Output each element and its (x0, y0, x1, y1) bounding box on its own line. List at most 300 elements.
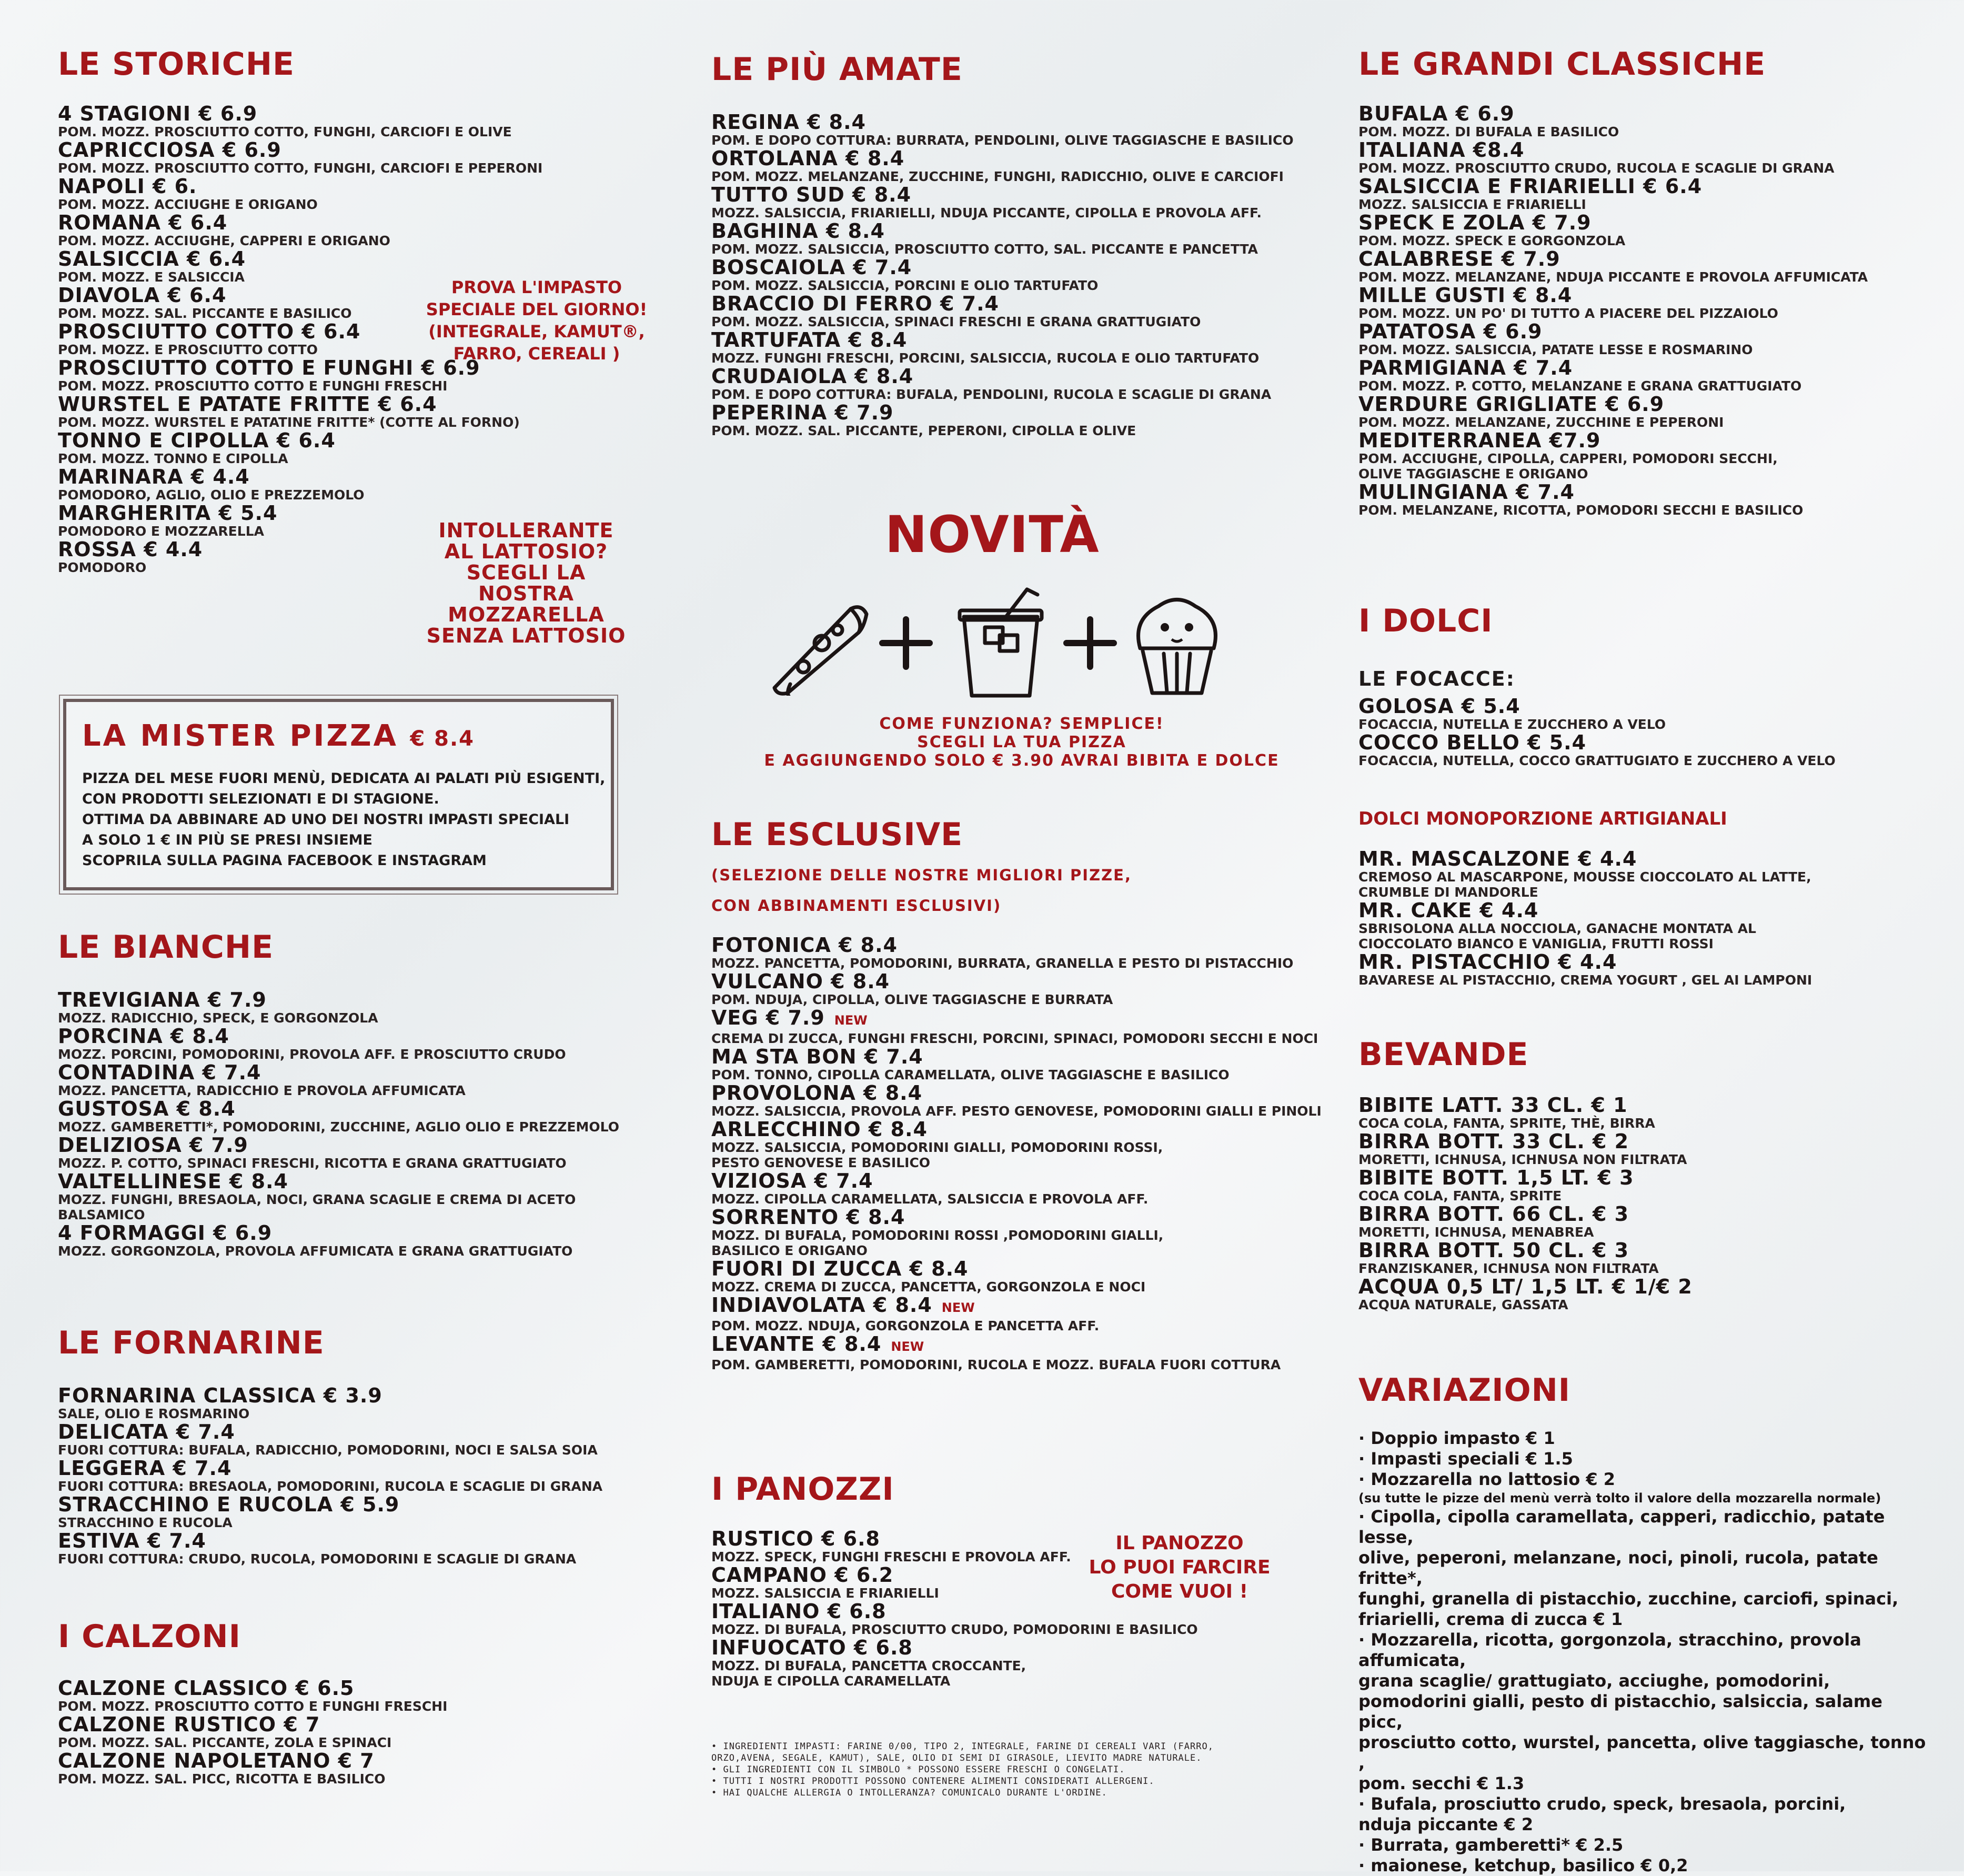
section-title-fornarine: LE FORNARINE (58, 1325, 325, 1361)
menu-item-description: POM. TONNO, CIPOLLA CARAMELLATA, OLIVE TAGGIASCHE E BASILICO (711, 1067, 1230, 1082)
menu-item-name: CRUDAIOLA € 8.4 (711, 365, 914, 388)
menu-item (711, 935, 1322, 971)
section-title-variazioni: VARIAZIONI (1358, 1372, 1571, 1409)
menu-item (1358, 1203, 1693, 1240)
mister-pizza-title: LA MISTER PIZZA (82, 719, 398, 753)
menu-item-name-row (711, 1601, 1198, 1622)
ingredients-fineprint: • INGREDIENTI IMPASTI: FARINE 0/00, TIPO 2, INTEGRALE, FARINE DI CEREALI VARI (FARRO, ORZO,AVENA, SEGALE, KAMUT), SALE, OLIO DI SEMI DI GIRASOLE, LIEVITO MADRE NATURALE. • GLI INGREDIENTI CON IL SIMBOLO * POSSONO ESSERE FRESCHI O CONGELATI. • TUTTI I NOSTRI PRODOTTI POSSONO CONTENERE ALIMENTI CONSIDERATI ALLERGENI. • HAI QUALCHE ALLERGIA O INTOLLERANZA? COMUNICALO DURANTE L'ORDINE. (711, 1741, 1214, 1798)
panozzo-note: IL PANOZZO LO PUOI FARCIRE COME VUOI ! (1089, 1532, 1271, 1602)
menu-item (1358, 481, 1868, 518)
menu-item (711, 112, 1294, 148)
menu-item-name-row (1358, 1240, 1693, 1261)
bevande-list (1358, 1095, 1693, 1312)
menu-item (58, 176, 542, 212)
menu-item-name: BIRRA BOTT. 33 CL. € 2 (1358, 1130, 1629, 1153)
menu-item-name-row (58, 394, 542, 415)
menu-item-name-row (1358, 285, 1868, 306)
menu-item (58, 1494, 602, 1530)
novita-text: COME FUNZIONA? SEMPLICE! SCEGLI LA TUA PIZZA E AGGIUNGENDO SOLO € 3.90 AVRAI BIBITA E DOLCE (764, 715, 1280, 770)
menu-item-description: CREMOSO AL MASCARPONE, MOUSSE CIOCCOLATO AL LATTE, CRUMBLE DI MANDORLE (1358, 869, 1811, 900)
menu-item-name: FUORI DI ZUCCA € 8.4 (711, 1257, 969, 1280)
menu-item-name: ROSSA € 4.4 (58, 538, 203, 561)
menu-item-name: TONNO E CIPOLLA € 6.4 (58, 429, 336, 452)
menu-item-name-row (711, 935, 1322, 956)
menu-item-name-row (58, 1385, 602, 1406)
menu-item-name-row (58, 989, 619, 1010)
menu-item (1358, 1167, 1693, 1203)
section-title-classiche: LE GRANDI CLASSICHE (1358, 46, 1766, 83)
menu-item-description: COCA COLA, FANTA, SPRITE (1358, 1188, 1562, 1203)
menu-item-name: MARINARA € 4.4 (58, 465, 250, 488)
menu-item-description: POM. MOZZ. PROSCIUTTO COTTO E FUNGHI FRESCHI (58, 378, 448, 394)
menu-item-name-row (1358, 696, 1836, 717)
menu-item-description: POM. MOZZ. SAL. PICCANTE, ZOLA E SPINACI (58, 1735, 392, 1750)
menu-item-name: FORNARINA CLASSICA € 3.9 (58, 1384, 382, 1407)
menu-item (711, 220, 1294, 257)
menu-item-name: DELICATA € 7.4 (58, 1420, 235, 1443)
menu-item-description: MORETTI, ICHNUSA, ICHNUSA NON FILTRATA (1358, 1152, 1687, 1167)
menu-item-description: STRACCHINO E RUCOLA (58, 1515, 233, 1530)
menu-item-description: SALE, OLIO E ROSMARINO (58, 1406, 250, 1421)
menu-item-name-row (58, 1171, 619, 1192)
menu-item-description: POM. MOZZ. ACCIUGHE E ORIGANO (58, 197, 318, 212)
section-title-novita: NOVITÀ (885, 505, 1100, 564)
pizza-slice-icon (759, 590, 869, 696)
monoporzione-list (1358, 848, 1812, 988)
menu-item-name-row (1358, 848, 1812, 869)
menu-item (58, 212, 542, 248)
menu-item-description: POM. MOZZ. SAL. PICC, RICOTTA E BASILICO (58, 1771, 386, 1787)
menu-item (1358, 1240, 1693, 1276)
menu-item-name: VEG € 7.9 (711, 1006, 825, 1029)
menu-item (58, 466, 542, 503)
menu-item-description: CREMA DI ZUCCA, FUNGHI FRESCHI, PORCINI, SPINACI, POMODORI SECCHI E NOCI (711, 1031, 1318, 1046)
menu-item (58, 989, 619, 1026)
menu-item-name: WURSTEL E PATATE FRITTE € 6.4 (58, 393, 437, 416)
menu-item-name: SPECK E ZOLA € 7.9 (1358, 211, 1592, 234)
menu-item (711, 1601, 1198, 1637)
menu-item (58, 1171, 619, 1222)
variazione-item: · Doppio impasto € 1 (1358, 1428, 1555, 1448)
menu-item-description: MOZZ. SALSICCIA E FRIARIELLI (711, 1586, 939, 1601)
menu-item (1358, 321, 1868, 357)
menu-item-name-row (711, 971, 1322, 992)
menu-item-name: GUSTOSA € 8.4 (58, 1097, 236, 1120)
menu-item-description: POM. MOZZ. SALSICCIA, PATATE LESSE E ROSMARINO (1358, 342, 1753, 357)
menu-item-name: CAMPANO € 6.2 (711, 1563, 894, 1587)
menu-item-name: BUFALA € 6.9 (1358, 102, 1515, 125)
menu-item-name-row (711, 184, 1294, 205)
menu-item-description: MOZZ. SALSICCIA, FRIARIELLI, NDUJA PICCANTE, CIPOLLA E PROVOLA AFF. (711, 205, 1262, 220)
menu-item-name-row (711, 329, 1294, 350)
menu-item-name: CONTADINA € 7.4 (58, 1061, 261, 1084)
menu-item-name: MR. MASCALZONE € 4.4 (1358, 847, 1637, 870)
menu-item-description: MOZZ. PANCETTA, RADICCHIO E PROVOLA AFFUMICATA (58, 1083, 466, 1098)
menu-item-name-row (58, 1530, 602, 1551)
menu-item-name: ESTIVA € 7.4 (58, 1529, 206, 1552)
menu-item-description: MOZZ. CREMA DI ZUCCA, PANCETTA, GORGONZOLA E NOCI (711, 1279, 1146, 1295)
menu-item-name-row (58, 1135, 619, 1156)
combo-icons (759, 585, 1274, 701)
menu-item-description: POM. MOZZ. MELANZANE, NDUJA PICCANTE E PROVOLA AFFUMICATA (1358, 269, 1868, 285)
menu-item-name-row (58, 103, 542, 124)
menu-item-description: MOZZ. RADICCHIO, SPECK, E GORGONZOLA (58, 1010, 378, 1026)
menu-item (1358, 951, 1812, 988)
menu-item-name: TREVIGIANA € 7.9 (58, 988, 267, 1011)
section-title-dolci: I DOLCI (1358, 603, 1493, 639)
menu-item (711, 402, 1294, 438)
menu-item (1358, 285, 1868, 321)
menu-item (711, 1295, 1322, 1333)
menu-item (58, 1098, 619, 1135)
menu-item-name-row (711, 112, 1294, 133)
menu-item-description: FRANZISKANER, ICHNUSA NON FILTRATA (1358, 1261, 1659, 1276)
menu-item-description: MOZZ. P. COTTO, SPINACI FRESCHI, RICOTTA E GRANA GRATTUGIATO (58, 1156, 567, 1171)
menu-item-description: POM. MOZZ. ACCIUGHE, CAPPERI E ORIGANO (58, 233, 390, 248)
muffin-icon (1127, 588, 1227, 698)
section-title-bianche: LE BIANCHE (58, 929, 274, 966)
menu-item-name-row (1358, 732, 1836, 753)
menu-item (1358, 848, 1812, 900)
menu-item-name-row (58, 1678, 447, 1699)
menu-item-description: MOZZ. PORCINI, POMODORINI, PROVOLA AFF. E PROSCIUTTO CRUDO (58, 1047, 566, 1062)
variazione-item: · Mozzarella, ricotta, gorgonzola, stracchino, provola affumicata, grana scaglie/ grattugiato, acciughe, pomodorini, pomodorini gialli, pesto di pistacchio, salsiccia, salame picc, prosciutto cotto, wurstel, pancetta, olive taggiasche, tonno , pom. secchi € 1.3 (1358, 1630, 1926, 1793)
menu-item-description: POMODORO, AGLIO, OLIO E PREZZEMOLO (58, 487, 365, 503)
menu-item-name: ITALIANA €8.4 (1358, 138, 1525, 162)
menu-item-name-row (58, 1062, 619, 1083)
menu-item-name-row (58, 430, 542, 451)
menu-item-description: POM. MOZZ. NDUJA, GORGONZOLA E PANCETTA AFF. (711, 1318, 1100, 1333)
variazione-item: · Mozzarella no lattosio € 2 (1358, 1469, 1615, 1489)
menu-item-name: CAPRICCIOSA € 6.9 (58, 138, 281, 162)
menu-item-name-row (711, 293, 1294, 314)
menu-item (58, 1135, 619, 1171)
menu-item (711, 971, 1322, 1007)
menu-item-description: SBRISOLONA ALLA NOCCIOLA, GANACHE MONTATA AL CIOCCOLATO BIANCO E VANIGLIA, FRUTTI ROSSI (1358, 921, 1756, 951)
menu-item-name-row (1358, 321, 1868, 342)
menu-item-name: CALZONE CLASSICO € 6.5 (58, 1677, 355, 1700)
bianche-list (58, 989, 619, 1259)
menu-item-name: PARMIGIANA € 7.4 (1358, 356, 1573, 379)
menu-item-name: SORRENTO € 8.4 (711, 1206, 905, 1229)
menu-item-description: MOZZ. GORGONZOLA, PROVOLA AFFUMICATA E GRANA GRATTUGIATO (58, 1243, 573, 1259)
menu-item-description: POM. MOZZ. SALSICCIA, PORCINI E OLIO TARTUFATO (711, 278, 1099, 293)
menu-item-description: POMODORO E MOZZARELLA (58, 524, 264, 539)
section-title-calzoni: I CALZONI (58, 1618, 241, 1655)
menu-item-name-row (711, 1637, 1198, 1658)
menu-item-description: MOZZ. CIPOLLA CARAMELLATA, SALSICCIA E PROVOLA AFF. (711, 1191, 1149, 1207)
menu-item-name: DIAVOLA € 6.4 (58, 284, 227, 307)
esclusive-subtitle: (SELEZIONE DELLE NOSTRE MIGLIORI PIZZE, CON ABBINAMENTI ESCLUSIVI) (711, 866, 1132, 915)
variazioni-list (1358, 1428, 1927, 1876)
menu-item-name-row (1358, 951, 1812, 972)
menu-item (711, 293, 1294, 329)
menu-item-name-row (1358, 394, 1868, 415)
new-badge: NEW (834, 1013, 868, 1028)
menu-item-name: PATATOSA € 6.9 (1358, 320, 1543, 343)
amate-list (711, 112, 1294, 438)
menu-item-name: ROMANA € 6.4 (58, 211, 228, 234)
menu-item-description: MORETTI, ICHNUSA, MENABREA (1358, 1225, 1594, 1240)
menu-item-name: STRACCHINO E RUCOLA € 5.9 (58, 1493, 400, 1516)
menu-item-description: ACQUA NATURALE, GASSATA (1358, 1297, 1568, 1312)
plus-icon (1061, 614, 1119, 672)
menu-item (58, 103, 542, 139)
menu-item-name-row (58, 1458, 602, 1479)
new-badge: NEW (941, 1300, 975, 1315)
mister-pizza-text: PIZZA DEL MESE FUORI MENÙ, DEDICATA AI PALATI PIÙ ESIGENTI, CON PRODOTTI SELEZIONATI E DI STAGIONE. OTTIMA DA ABBINARE AD UNO DEI NOSTRI IMPASTI SPECIALI A SOLO 1 € IN PIÙ SE PRESI INSIEME SCOPRILA SULLA PAGINA FACEBOOK E INSTAGRAM (82, 770, 606, 869)
variazione-item: · Impasti speciali € 1.5 (1358, 1449, 1573, 1469)
menu-item-name-row (711, 1207, 1322, 1228)
menu-item-name: COCCO BELLO € 5.4 (1358, 731, 1587, 754)
menu-item-name-row (711, 148, 1294, 169)
menu-item-description: POM. MOZZ. SALSICCIA, PROSCIUTTO COTTO, SAL. PICCANTE E PANCETTA (711, 242, 1258, 257)
menu-item-name-row (711, 1082, 1322, 1103)
menu-item-name: VIZIOSA € 7.4 (711, 1169, 873, 1192)
menu-item (711, 257, 1294, 293)
variazione-item: · Bufala, prosciutto crudo, speck, bresaola, porcini, nduja piccante € 2 (1358, 1794, 1846, 1834)
menu-item-name: 4 STAGIONI € 6.9 (58, 102, 258, 125)
menu-item (1358, 139, 1868, 176)
mister-pizza-price: € 8.4 (410, 727, 475, 751)
focacce-list (1358, 696, 1836, 768)
menu-item-name: RUSTICO € 6.8 (711, 1527, 880, 1550)
menu-item (58, 139, 542, 176)
menu-item (1358, 732, 1836, 768)
menu-item-description: POM. MOZZ. SPECK E GORGONZOLA (1358, 233, 1626, 248)
menu-item-name-row (711, 1119, 1322, 1140)
menu-item-description: FOCACCIA, NUTELLA, COCCO GRATTUGIATO E ZUCCHERO A VELO (1358, 753, 1836, 768)
menu-item-description: POM. MOZZ. E PROSCIUTTO COTTO (58, 342, 318, 357)
menu-item-name: 4 FORMAGGI € 6.9 (58, 1221, 273, 1245)
menu-item-description: POM. MOZZ. DI BUFALA E BASILICO (1358, 124, 1619, 139)
menu-item-name-row (1358, 900, 1812, 921)
menu-item-name-row (711, 220, 1294, 242)
menu-item-name-row (1358, 176, 1868, 197)
menu-item-name: DELIZIOSA € 7.9 (58, 1133, 248, 1157)
menu-item (58, 1222, 619, 1259)
menu-item (711, 1082, 1322, 1119)
menu-item-description: POM. NDUJA, CIPOLLA, OLIVE TAGGIASCHE E BURRATA (711, 992, 1113, 1007)
variazione-item: (su tutte le pizze del menù verrà tolto il valore della mozzarella normale) (1358, 1491, 1881, 1506)
menu-item-name-row (1358, 139, 1868, 160)
menu-item (711, 1046, 1322, 1082)
menu-item-description: POM. MOZZ. SAL. PICCANTE, PEPERONI, CIPOLLA E OLIVE (711, 423, 1136, 438)
menu-item-name: CALZONE RUSTICO € 7 (58, 1713, 320, 1736)
menu-item-name: VULCANO € 8.4 (711, 970, 890, 993)
menu-item-description: MOZZ. SPECK, FUNGHI FRESCHI E PROVOLA AFF. (711, 1549, 1071, 1564)
menu-item-name-row (711, 1046, 1322, 1067)
section-title-bevande: BEVANDE (1358, 1036, 1529, 1073)
menu-item-name-row (1358, 212, 1868, 233)
menu-item-name-row (58, 139, 542, 160)
menu-item-description: POM. MOZZ. MELANZANE, ZUCCHINE E PEPERONI (1358, 415, 1724, 430)
menu-item-description: POM. E DOPO COTTURA: BURRATA, PENDOLINI, OLIVE TAGGIASCHE E BASILICO (711, 133, 1294, 148)
section-title-storiche: LE STORICHE (58, 46, 295, 83)
menu-item-description: MOZZ. FUNGHI FRESCHI, PORCINI, SALSICCIA, RUCOLA E OLIO TARTUFATO (711, 350, 1260, 366)
menu-item-name-row (711, 402, 1294, 423)
menu-item-name-row (711, 366, 1294, 387)
menu-item-description: POM. MOZZ. MELANZANE, ZUCCHINE, FUNGHI, RADICCHIO, OLIVE E CARCIOFI (711, 169, 1284, 184)
menu-item-description: POM. MOZZ. SAL. PICCANTE E BASILICO (58, 306, 352, 321)
menu-item-name-row (58, 1098, 619, 1119)
section-title-amate: LE PIÙ AMATE (711, 51, 963, 88)
menu-item-name-row (1358, 1203, 1693, 1225)
menu-item (711, 329, 1294, 366)
menu-item-name-row (58, 1222, 619, 1243)
menu-item-name: BRACCIO DI FERRO € 7.4 (711, 292, 999, 315)
menu-item-name-row (58, 248, 542, 269)
menu-item (58, 1062, 619, 1098)
menu-item-name-row (58, 1750, 447, 1771)
menu-item-description: FUORI COTTURA: BRESAOLA, POMODORINI, RUCOLA E SCAGLIE DI GRANA (58, 1479, 603, 1494)
menu-item-name-row (58, 176, 542, 197)
menu-item (1358, 176, 1868, 212)
menu-item-name-row (1358, 103, 1868, 124)
menu-item-name: PROVOLONA € 8.4 (711, 1081, 923, 1105)
calzoni-list (58, 1678, 447, 1787)
menu-item-name: MR. CAKE € 4.4 (1358, 899, 1539, 922)
variazione-item: · Burrata, gamberetti* € 2.5 (1358, 1835, 1624, 1855)
fornarine-list (58, 1385, 602, 1567)
menu-item (1358, 248, 1868, 285)
menu-item-description: POM. MOZZ. SALSICCIA, SPINACI FRESCHI E GRANA GRATTUGIATO (711, 314, 1201, 329)
menu-item-name: INDIAVOLATA € 8.4 (711, 1293, 932, 1317)
menu-item-description: MOZZ. DI BUFALA, POMODORINI ROSSI ,POMODORINI GIALLI, BASILICO E ORIGANO (711, 1228, 1164, 1258)
menu-item (1358, 696, 1836, 732)
esclusive-list (711, 935, 1322, 1372)
menu-item-name-row (711, 1007, 1322, 1031)
menu-item (711, 366, 1294, 402)
menu-item-description: MOZZ. FUNGHI, BRESAOLA, NOCI, GRANA SCAGLIE E CREMA DI ACETO BALSAMICO (58, 1192, 576, 1222)
menu-item-description: POM. MOZZ. PROSCIUTTO COTTO E FUNGHI FRESCHI (58, 1699, 448, 1714)
section-title-panozzi: I PANOZZI (711, 1471, 894, 1508)
menu-item-description: COCA COLA, FANTA, SPRITE, THÈ, BIRRA (1358, 1116, 1655, 1131)
menu-item (58, 1530, 602, 1567)
menu-item-name: SALSICCIA E FRIARIELLI € 6.4 (1358, 175, 1703, 198)
variazione-item: · Cipolla, cipolla caramellata, capperi, radicchio, patate lesse, olive, peperoni, melanzane, noci, pinoli, rucola, patate fritte*, funghi, granella di pistacchio, zucchine, carciofi, spinaci, friarielli, crema di zucca € 1 (1358, 1507, 1899, 1629)
menu-item-name: BAGHINA € 8.4 (711, 219, 885, 243)
menu-item-description: MOZZ. DI BUFALA, PROSCIUTTO CRUDO, POMODORINI E BASILICO (711, 1622, 1198, 1637)
section-title-esclusive: LE ESCLUSIVE (711, 816, 963, 853)
menu-item-name-row (711, 1170, 1322, 1191)
menu-item-name-row (1358, 357, 1868, 378)
menu-item (58, 1385, 602, 1421)
menu-item-name: CALABRESE € 7.9 (1358, 247, 1560, 270)
menu-item-name: INFUOCATO € 6.8 (711, 1636, 913, 1659)
menu-item-name: ARLECCHINO € 8.4 (711, 1118, 928, 1141)
menu-item (711, 1007, 1322, 1046)
menu-item-description: POM. MOZZ. PROSCIUTTO CRUDO, RUCOLA E SCAGLIE DI GRANA (1358, 160, 1835, 176)
menu-item-name: VERDURE GRIGLIATE € 6.9 (1358, 393, 1665, 416)
lattosio-note: INTOLLERANTE AL LATTOSIO? SCEGLI LA NOSTRA MOZZARELLA SENZA LATTOSIO (426, 519, 626, 647)
menu-item-name: BOSCAIOLA € 7.4 (711, 256, 912, 279)
menu-item-name: PROSCIUTTO COTTO € 6.4 (58, 320, 361, 343)
menu-item-name-row (58, 1714, 447, 1735)
menu-item-name: BIBITE LATT. 33 CL. € 1 (1358, 1094, 1628, 1117)
menu-item-description: POM. MOZZ. TONNO E CIPOLLA (58, 451, 288, 466)
menu-item (58, 1421, 602, 1458)
classiche-list (1358, 103, 1868, 518)
menu-item-name-row (711, 1258, 1322, 1279)
focacce-label: LE FOCACCE: (1358, 667, 1515, 690)
menu-item (1358, 357, 1868, 394)
menu-item-name: MULINGIANA € 7.4 (1358, 480, 1575, 504)
menu-item-description: POM. MOZZ. PROSCIUTTO COTTO, FUNGHI, CARCIOFI E OLIVE (58, 124, 512, 139)
plus-icon (877, 614, 935, 672)
menu-item-description: MOZZ. DI BUFALA, PANCETTA CROCCANTE, NDUJA E CIPOLLA CARAMELLATA (711, 1658, 1026, 1689)
menu-item-description: POM. E DOPO COTTURA: BUFALA, PENDOLINI, RUCOLA E SCAGLIE DI GRANA (711, 387, 1272, 402)
menu-item-name-row (711, 257, 1294, 278)
menu-item-name: CALZONE NAPOLETANO € 7 (58, 1749, 375, 1772)
menu-item (1358, 1131, 1693, 1167)
menu-item-name: GOLOSA € 5.4 (1358, 695, 1520, 718)
menu-item (1358, 1095, 1693, 1131)
menu-item (1358, 430, 1868, 481)
menu-item-name: LEGGERA € 7.4 (58, 1457, 232, 1480)
menu-item-description: POM. MELANZANE, RICOTTA, POMODORI SECCHI E BASILICO (1358, 503, 1804, 518)
menu-item-name: REGINA € 8.4 (711, 111, 866, 134)
menu-item-description: BAVARESE AL PISTACCHIO, CREMA YOGURT , GEL AI LAMPONI (1358, 972, 1812, 988)
menu-item-name: ITALIANO € 6.8 (711, 1600, 887, 1623)
menu-item-name-row (1358, 1167, 1693, 1188)
menu-item-name: MEDITERRANEA €7.9 (1358, 429, 1601, 452)
menu-item-description: POM. MOZZ. UN PO' DI TUTTO A PIACERE DEL PIZZAIOLO (1358, 306, 1778, 321)
menu-item-description: MOZZ. SALSICCIA E FRIARIELLI (1358, 197, 1586, 212)
menu-item (58, 1678, 447, 1714)
menu-item-description: FOCACCIA, NUTELLA E ZUCCHERO A VELO (1358, 717, 1666, 732)
menu-item-name-row (1358, 1276, 1693, 1297)
menu-item (711, 1170, 1322, 1207)
menu-item (58, 1026, 619, 1062)
menu-item (711, 148, 1294, 184)
menu-item-name: TARTUFATA € 8.4 (711, 328, 908, 352)
menu-item (711, 1333, 1322, 1372)
menu-item (58, 1750, 447, 1787)
menu-item-description: POMODORO (58, 560, 147, 575)
mister-pizza-heading (82, 719, 475, 753)
menu-item (711, 1258, 1322, 1295)
monoporzione-label: DOLCI MONOPORZIONE ARTIGIANALI (1358, 808, 1727, 829)
menu-item-name-row (1358, 481, 1868, 503)
menu-item (711, 184, 1294, 220)
impasto-speciale-note: PROVA L'IMPASTO SPECIALE DEL GIORNO! (INTEGRALE, KAMUT®, FARRO, CEREALI ) (426, 277, 648, 364)
menu-item-name-row (711, 1295, 1322, 1318)
menu-item-name-row (58, 466, 542, 487)
menu-item-name: SALSICCIA € 6.4 (58, 247, 246, 270)
menu-item-name: MILLE GUSTI € 8.4 (1358, 284, 1573, 307)
menu-item-description: POM. ACCIUGHE, CIPOLLA, CAPPERI, POMODORI SECCHI, OLIVE TAGGIASCHE E ORIGANO (1358, 451, 1778, 481)
menu-item-name: PROSCIUTTO COTTO E FUNGHI € 6.9 (58, 356, 480, 379)
menu-item-name-row (58, 1026, 619, 1047)
menu-item-name: FOTONICA € 8.4 (711, 934, 898, 957)
menu-item (58, 1714, 447, 1750)
menu-item (711, 1207, 1322, 1258)
menu-item (711, 1119, 1322, 1170)
menu-item (1358, 1276, 1693, 1312)
menu-item-description: MOZZ. PANCETTA, POMODORINI, BURRATA, GRANELLA E PESTO DI PISTACCHIO (711, 956, 1294, 971)
menu-item (1358, 394, 1868, 430)
menu-item-description: MOZZ. SALSICCIA, POMODORINI GIALLI, POMODORINI ROSSI, PESTO GENOVESE E BASILICO (711, 1140, 1163, 1170)
menu-item-name: PORCINA € 8.4 (58, 1025, 229, 1048)
menu-item-name: NAPOLI € 6. (58, 175, 197, 198)
menu-item-name-row (1358, 1131, 1693, 1152)
menu-item (1358, 103, 1868, 139)
menu-item-name-row (58, 212, 542, 233)
menu-item (1358, 212, 1868, 248)
menu-item-name: MA STA BON € 7.4 (711, 1045, 923, 1068)
menu-item-name: MR. PISTACCHIO € 4.4 (1358, 950, 1617, 974)
